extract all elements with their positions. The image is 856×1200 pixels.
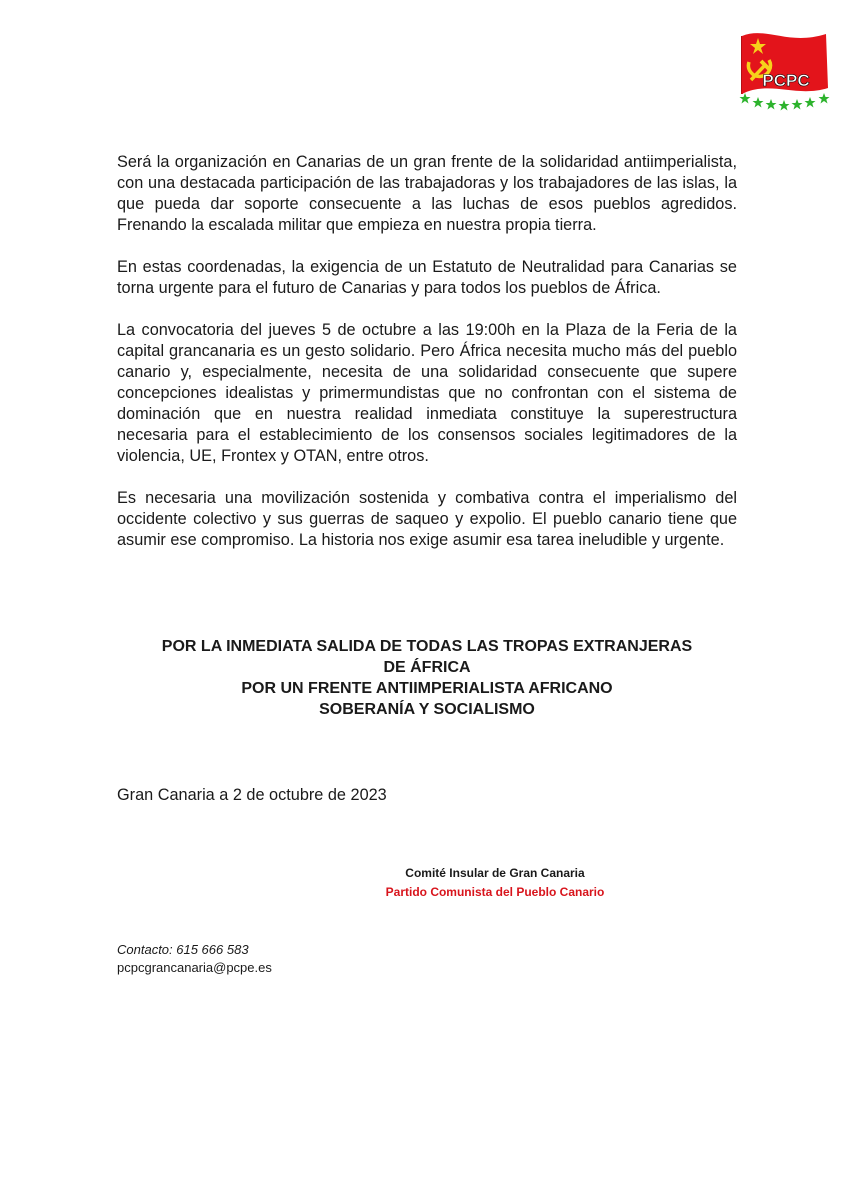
slogan-line-2: DE ÁFRICA	[383, 659, 471, 676]
green-stars-row	[740, 93, 830, 111]
signature-party: Partido Comunista del Pueblo Canario	[385, 885, 605, 899]
contact-email[interactable]: pcpcgrancanaria@pcpe.es	[117, 960, 272, 975]
logo-text: PCPC	[762, 71, 810, 90]
slogan-line-1: POR LA INMEDIATA SALIDA DE TODAS LAS TROPAS EXTRANJERAS	[161, 638, 693, 655]
slogan-line-3: POR UN FRENTE ANTIIMPERIALISTA AFRICANO	[241, 680, 613, 697]
signature-block	[300, 864, 690, 902]
flag-logo-icon	[736, 28, 838, 112]
date-line: Gran Canaria a 2 de octubre de 2023	[117, 786, 387, 804]
party-logo	[736, 28, 838, 112]
contact-block	[117, 941, 272, 977]
slogan-line-4: SOBERANÍA Y SOCIALISMO	[319, 701, 535, 718]
letter-body	[117, 152, 737, 572]
slogans-block	[117, 636, 737, 720]
signature-committee: Comité Insular de Gran Canaria	[405, 866, 585, 880]
paragraph-2: En estas coordenadas, la exigencia de un Estatuto de Neutralidad para Canarias se torna urgente para el futuro de Canarias y para todos los pueblos de África.	[117, 258, 737, 297]
contact-phone: Contacto: 615 666 583	[117, 942, 249, 957]
paragraph-3: La convocatoria del jueves 5 de octubre a las 19:00h en la Plaza de la Feria de la capital grancanaria es un gesto solidario. Pero África necesita mucho más del pueblo canario y, especialmente, necesita de una solidaridad consecuente que supere concepciones idealistas y primermundistas que no confrontan con el sistema de dominación que en nuestra realidad inmediata constituye la superestructura necesaria para el establecimiento de los consensos sociales legitimadores de la violencia, UE, Frontex y OTAN, entre otros.	[117, 321, 737, 465]
paragraph-1: Será la organización en Canarias de un gran frente de la solidaridad antiimperialista, con una destacada participación de las trabajadoras y los trabajadores de las islas, la que pueda dar soporte consecuente a las luchas de esos pueblos agredidos. Frenando la escalada militar que empieza en nuestra propia tierra.	[117, 153, 737, 234]
paragraph-4: Es necesaria una movilización sostenida y combativa contra el imperialismo del occidente colectivo y sus guerras de saqueo y expolio. El pueblo canario tiene que asumir ese compromiso. La historia nos exige asumir esa tarea ineludible y urgente.	[117, 489, 737, 549]
